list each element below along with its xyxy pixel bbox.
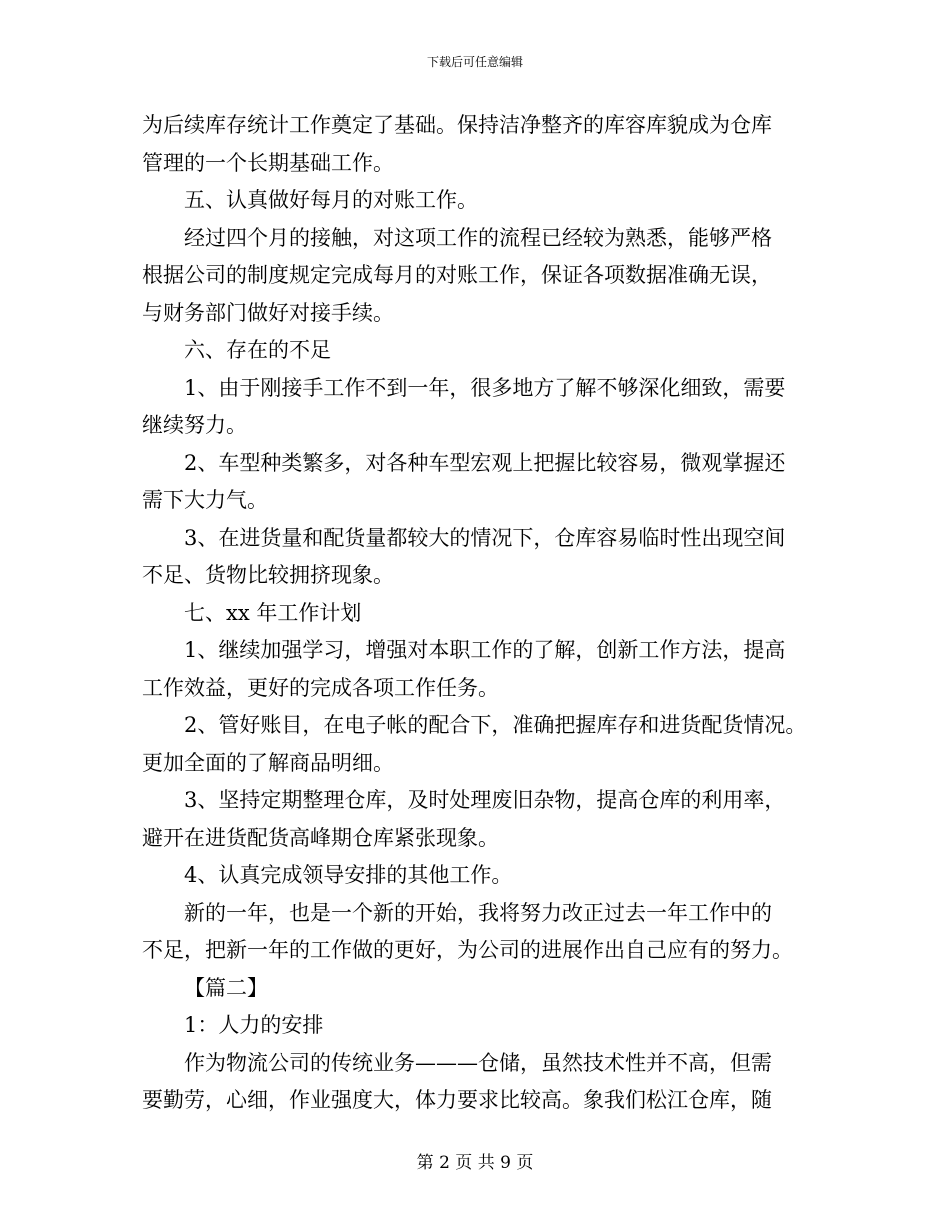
text-line: 为后续库存统计工作奠定了基础。保持洁净整齐的库容库貌成为仓库 — [142, 113, 772, 137]
text-line: 不足、货物比较拥挤现象。 — [142, 563, 394, 587]
text-line: 【篇二】 — [184, 975, 268, 1000]
text-line: 1、由于刚接手工作不到一年，很多地方了解不够深化细致，需要 — [184, 375, 786, 400]
text-line: 避开在进货配货高峰期仓库紧张现象。 — [142, 825, 499, 850]
text-line: 2、车型种类繁多，对各种车型宏观上把握比较容易，微观掌握还 — [184, 450, 786, 475]
text-line: 经过四个月的接触，对这项工作的流程已经较为熟悉，能够严格 — [184, 225, 772, 250]
text-line: 工作效益，更好的完成各项工作任务。 — [142, 675, 499, 700]
document-body — [142, 107, 822, 1120]
text-line: 需下大力气。 — [142, 488, 268, 512]
text-line: 新的一年，也是一个新的开始，我将努力改正过去一年工作中的 — [184, 900, 772, 925]
text-line: 五、认真做好每月的对账工作。 — [184, 188, 478, 212]
text-line: 管理的一个长期基础工作。 — [142, 150, 394, 175]
text-line: 七、xx 年工作计划 — [184, 600, 362, 625]
text-line: 3、在进货量和配货量都较大的情况下，仓库容易临时性出现空间 — [184, 525, 786, 550]
text-line: 1、继续加强学习，增强对本职工作的了解，创新工作方法，提高 — [184, 638, 786, 662]
text-line: 作为物流公司的传统业务———仓储，虽然技术性并不高，但需 — [184, 1050, 772, 1075]
text-line: 更加全面的了解商品明细。 — [142, 750, 394, 775]
text-line: 不足，把新一年的工作做的更好，为公司的进展作出自己应有的努力。 — [142, 938, 793, 962]
text-line: 1：人力的安排 — [184, 1013, 324, 1037]
page-header: 下载后可任意编辑 — [426, 55, 523, 69]
text-line: 2、管好账目，在电子帐的配合下，准确把握库存和进货配货情况。 — [184, 713, 807, 737]
text-line: 根据公司的制度规定完成每月的对账工作，保证各项数据准确无误， — [142, 263, 772, 287]
text-line: 六、存在的不足 — [184, 338, 331, 362]
page-footer: 第 2 页 共 9 页 — [416, 1153, 534, 1173]
text-line: 继续努力。 — [142, 413, 247, 437]
text-line: 要勤劳，心细，作业强度大，体力要求比较高。象我们松江仓库，随 — [142, 1088, 772, 1112]
text-line: 4、认真完成领导安排的其他工作。 — [184, 863, 513, 887]
text-line: 3、坚持定期整理仓库，及时处理废旧杂物，提高仓库的利用率， — [184, 788, 786, 812]
text-line: 与财务部门做好对接手续。 — [142, 300, 394, 325]
